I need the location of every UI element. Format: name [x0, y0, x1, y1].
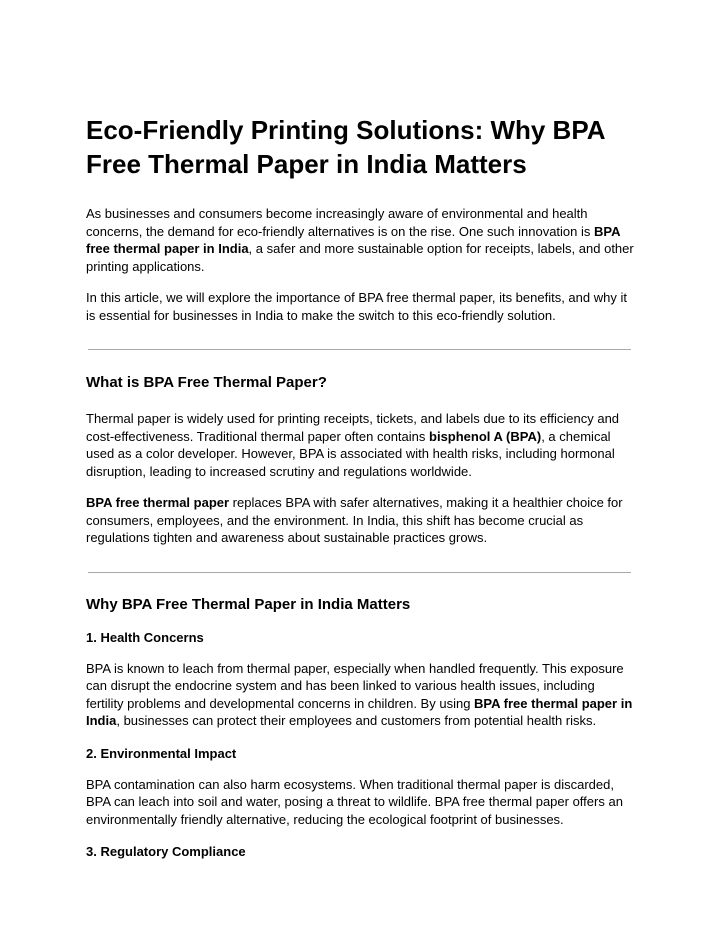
page-title: Eco-Friendly Printing Solutions: Why BPA Free Thermal Paper in India Matters [86, 115, 605, 179]
subheading-health-concerns: 1. Health Concerns [86, 629, 204, 645]
section1-paragraph-1 [86, 410, 634, 480]
section-heading-why-matters: Why BPA Free Thermal Paper in India Matters [86, 595, 411, 613]
intro-paragraph-2: In this article, we will explore the importance of BPA free thermal paper, its benefits, and why it is essential for businesses in India to make the switch to this eco-friendly solution. [86, 290, 627, 323]
section1-p2-text-after: replaces BPA with safer alternatives, making it a healthier choice for consumers, employees, and the environment. In India, this shift has become crucial as regulations tighten and awareness about sustainable practices grows. [86, 495, 623, 545]
health-text-before: BPA is known to leach from thermal paper, especially when handled frequently. This exposure can disrupt the endocrine system and has been linked to various health issues, including fertility problems and developmental concerns in children. By using [86, 660, 624, 711]
section1-paragraph-2 [86, 494, 634, 547]
health-text-after: , businesses can protect their employees and customers from potential health risks. [116, 713, 597, 728]
section-divider-1 [88, 349, 631, 350]
section-heading-what-is-bpa-free: What is BPA Free Thermal Paper? [86, 374, 327, 391]
environmental-impact-paragraph: BPA contamination can also harm ecosystems. When traditional thermal paper is discarded, BPA can leach into soil and water, posing a threat to wildlife. BPA free thermal paper offers an environmentally friendly alternative, reducing the ecological footprint of businesses. [86, 776, 623, 827]
intro-p1-text-after: , a safer and more sustainable option for receipts, labels, and other printing applications. [86, 241, 634, 274]
section1-p1-text-before: Thermal paper is widely used for printing receipts, tickets, and labels due to its efficiency and cost-effectiveness. Traditional thermal paper often contains [86, 411, 620, 444]
subheading-regulatory-compliance: 3. Regulatory Compliance [86, 844, 246, 859]
section1-p2-bold: BPA free thermal paper [86, 495, 230, 510]
section1-p1-bold: bisphenol A (BPA) [429, 428, 542, 444]
subheading-environmental-impact: 2. Environmental Impact [86, 745, 237, 761]
section-divider-2 [88, 572, 631, 573]
intro-p1-bold: BPA free thermal paper in India [86, 223, 620, 256]
health-concerns-paragraph [86, 660, 634, 730]
health-bold: BPA free thermal paper in India [86, 695, 633, 728]
intro-paragraph-1 [86, 205, 634, 275]
intro-p1-text-before: As businesses and consumers become increasingly aware of environmental and health concerns, the demand for eco-friendly alternatives is on the rise. One such innovation is [86, 206, 594, 239]
section1-p1-text-after: , a chemical used as a color developer. However, BPA is associated with health risks, including hormonal disruption, leading to increased scrutiny and regulations worldwide. [86, 428, 615, 479]
